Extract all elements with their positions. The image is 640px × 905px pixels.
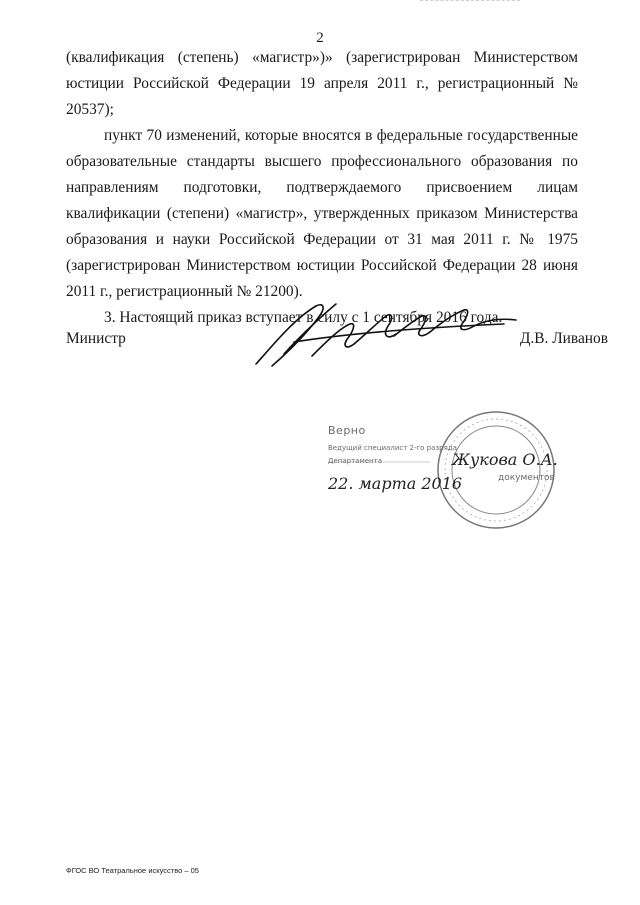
signatory-title: Министр xyxy=(66,330,126,347)
document-footer: ФГОС ВО Театральное искусство – 05 xyxy=(66,866,199,875)
certification-stamp xyxy=(320,400,560,540)
paragraph-item-70: пункт 70 изменений, которые вносятся в федеральные государственные образовательные стандарты высшего профессионального образования по направлениям подготовки, подтверждаемого присвоением лицам квалификации (степени) «магистр», утвержденных приказом Министерства образования и науки Российской Федерации от 31 мая 2011 г. № 1975 (зарегистрирован Министерством юстиции Российской Федерации 28 июня 2011 г., регистрационный № 21200). xyxy=(66,127,578,300)
stamp-handwritten-date: 22. марта 2016 xyxy=(328,474,463,493)
round-seal-icon xyxy=(320,400,560,540)
stamp-documents-label: документов xyxy=(498,473,555,483)
paragraph-registration: (квалификация (степень) «магистр»)» (зарегистрирован Министерством юстиции Российской Федерации 19 апреля 2011 г., регистрационный № 20537); xyxy=(66,49,578,118)
handwritten-signature xyxy=(254,294,526,374)
paragraph-effective-date: 3. Настоящий приказ вступает в силу с 1 сентября 2016 года. xyxy=(104,309,503,326)
signatory-name: Д.В. Ливанов xyxy=(519,330,608,347)
page-number: 2 xyxy=(316,30,324,46)
stamp-handwritten-name: Жукова О.А. xyxy=(452,450,558,469)
scan-artifact-line xyxy=(420,0,520,2)
document-body xyxy=(66,45,578,331)
stamp-verno-label: Верно xyxy=(328,424,366,437)
stamp-position-line: Ведущий специалист 2-го разряда xyxy=(328,444,457,452)
stamp-department-line: Департамента xyxy=(328,457,382,465)
